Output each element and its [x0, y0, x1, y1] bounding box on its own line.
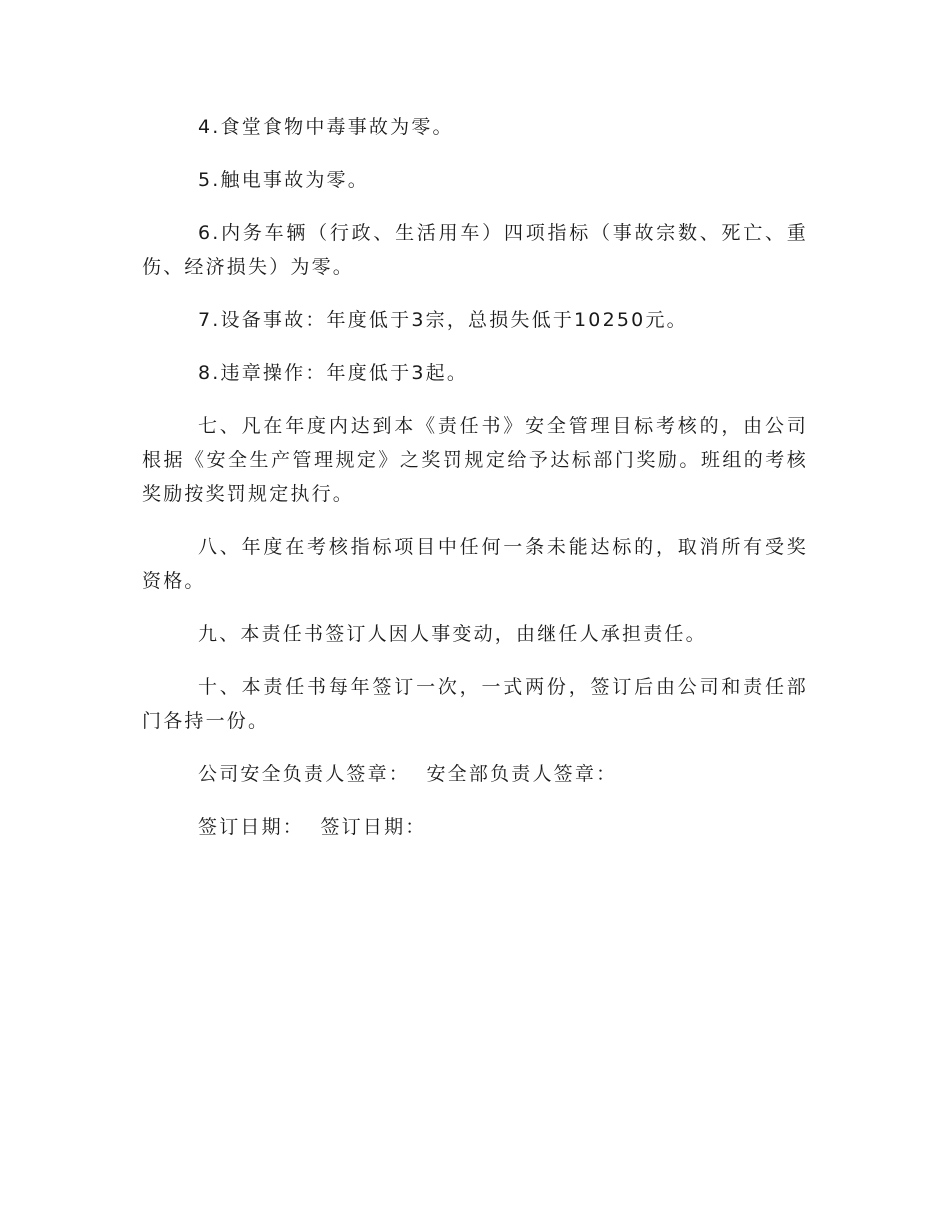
clause-7-reward: 七、凡在年度内达到本《责任书》安全管理目标考核的，由公司根据《安全生产管理规定》之奖罚规定给予达标部门奖励。班组的考核奖励按奖罚规定执行。 — [142, 415, 808, 505]
item-5-electric: 5.触电事故为零。 — [198, 169, 369, 191]
item-8-violations: 8.违章操作：年度低于3起。 — [198, 362, 469, 384]
signature-line: 公司安全负责人签章： 安全部负责人签章： — [198, 763, 618, 785]
item-7-equipment: 7.设备事故：年度低于3宗，总损失低于10250元。 — [198, 309, 688, 331]
item-4-canteen: 4.食堂食物中毒事故为零。 — [198, 116, 454, 138]
clause-8-disqualify: 八、年度在考核指标项目中任何一条未能达标的，取消所有受奖资格。 — [142, 536, 808, 592]
date-line: 签订日期： 签订日期： — [198, 816, 427, 838]
clause-10-signing: 十、本责任书每年签订一次，一式两份，签订后由公司和责任部门各持一份。 — [142, 676, 808, 732]
item-6-vehicles: 6.内务车辆（行政、生活用车）四项指标（事故宗数、死亡、重伤、经济损失）为零。 — [142, 222, 808, 278]
document-body — [142, 110, 808, 863]
clause-9-succession: 九、本责任书签订人因人事变动，由继任人承担责任。 — [198, 623, 707, 645]
